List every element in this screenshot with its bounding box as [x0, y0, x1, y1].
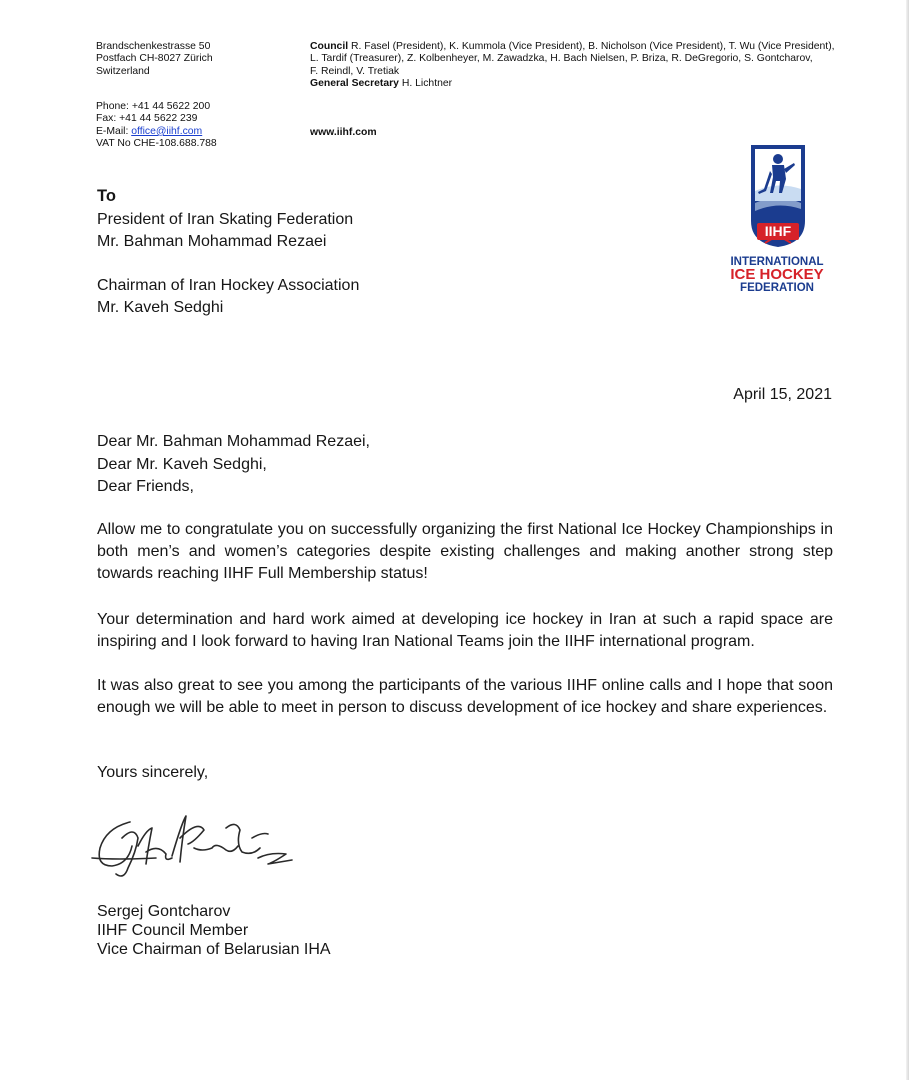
signature-block — [97, 902, 331, 959]
council-members-2: L. Tardif (Treasurer), Z. Kolbenheyer, M. Zawadzka, H. Bach Nielsen, P. Briza, R. DeGregorio, S. Gontcharov, — [310, 53, 813, 65]
paragraph-3: It was also great to see you among the participants of the various IIHF online calls and I hope that soon enough we will be able to meet in person to discuss development of ice hockey and share experiences. — [97, 677, 833, 716]
iihf-logo — [720, 143, 834, 295]
general-secretary-line — [310, 78, 835, 90]
letterhead-address — [96, 41, 213, 78]
council-members-3: F. Reindl, V. Tretiak — [310, 65, 400, 77]
logo-badge-text: IIHF — [764, 223, 792, 239]
signatory-title-2: Vice Chairman of Belarusian IHA — [97, 941, 331, 958]
paragraph-2: Your determination and hard work aimed at developing ice hockey in Iran at such a rapid space are inspiring and I look forward to having Iran National Teams join the IIHF international program. — [97, 611, 833, 650]
signatory-name: Sergej Gontcharov — [97, 903, 231, 920]
contact-vat: VAT No CHE-108.688.788 — [96, 138, 217, 150]
recipient-block-2 — [97, 275, 359, 319]
logo-line-ice-hockey: ICE HOCKEY — [730, 266, 824, 283]
logo-line-federation: FEDERATION — [740, 282, 814, 294]
letterhead-contact — [96, 101, 217, 151]
general-secretary-name: H. Lichtner — [398, 78, 453, 90]
contact-email-line — [96, 126, 217, 138]
recipient-block-1 — [97, 209, 353, 253]
salutations — [97, 431, 370, 499]
salutation-3: Dear Friends, — [97, 478, 194, 495]
contact-email-link[interactable]: office@iihf.com — [131, 125, 203, 137]
salutation-1: Dear Mr. Bahman Mohammad Rezaei, — [97, 433, 370, 450]
contact-fax: Fax: +41 44 5622 239 — [96, 113, 198, 125]
salutation-2: Dear Mr. Kaveh Sedghi, — [97, 455, 267, 473]
address-street: Brandschenkestrasse 50 — [96, 41, 211, 52]
signatory-title-1: IIHF Council Member — [97, 922, 249, 939]
address-postfach: Postfach CH-8027 Zürich — [96, 53, 213, 65]
contact-email-label: E-Mail: — [96, 125, 132, 137]
contact-phone: Phone: +41 44 5622 200 — [96, 101, 211, 112]
to-label: To — [97, 187, 116, 205]
council-members-1: R. Fasel (President), K. Kummola (Vice President), B. Nicholson (Vice President), T. Wu (Vice President), — [348, 41, 835, 52]
letter-date: April 15, 2021 — [733, 386, 832, 403]
recipient-2-name: Mr. Kaveh Sedghi — [97, 299, 224, 316]
signature-scribble — [76, 808, 301, 888]
website-link[interactable]: www.iihf.com — [310, 127, 377, 138]
council-label: Council — [310, 41, 349, 52]
logo-line-international: INTERNATIONAL — [730, 256, 824, 268]
closing: Yours sincerely, — [97, 764, 209, 781]
general-secretary-label: General Secretary — [310, 78, 399, 90]
council-line-1 — [310, 41, 835, 53]
address-country: Switzerland — [96, 65, 150, 77]
letterhead-council — [310, 41, 835, 91]
recipient-1-name: Mr. Bahman Mohammad Rezaei — [97, 233, 327, 250]
paragraph-1: Allow me to congratulate you on successfully organizing the first National Ice Hockey Championships in both men’s and women’s categories despite existing challenges and making another strong step towards reaching IIHF Full Membership status! — [97, 521, 833, 582]
handwritten-signature-icon — [76, 808, 301, 888]
recipient-2-title: Chairman of Iran Hockey Association — [97, 277, 360, 294]
recipient-1-title: President of Iran Skating Federation — [97, 211, 354, 228]
